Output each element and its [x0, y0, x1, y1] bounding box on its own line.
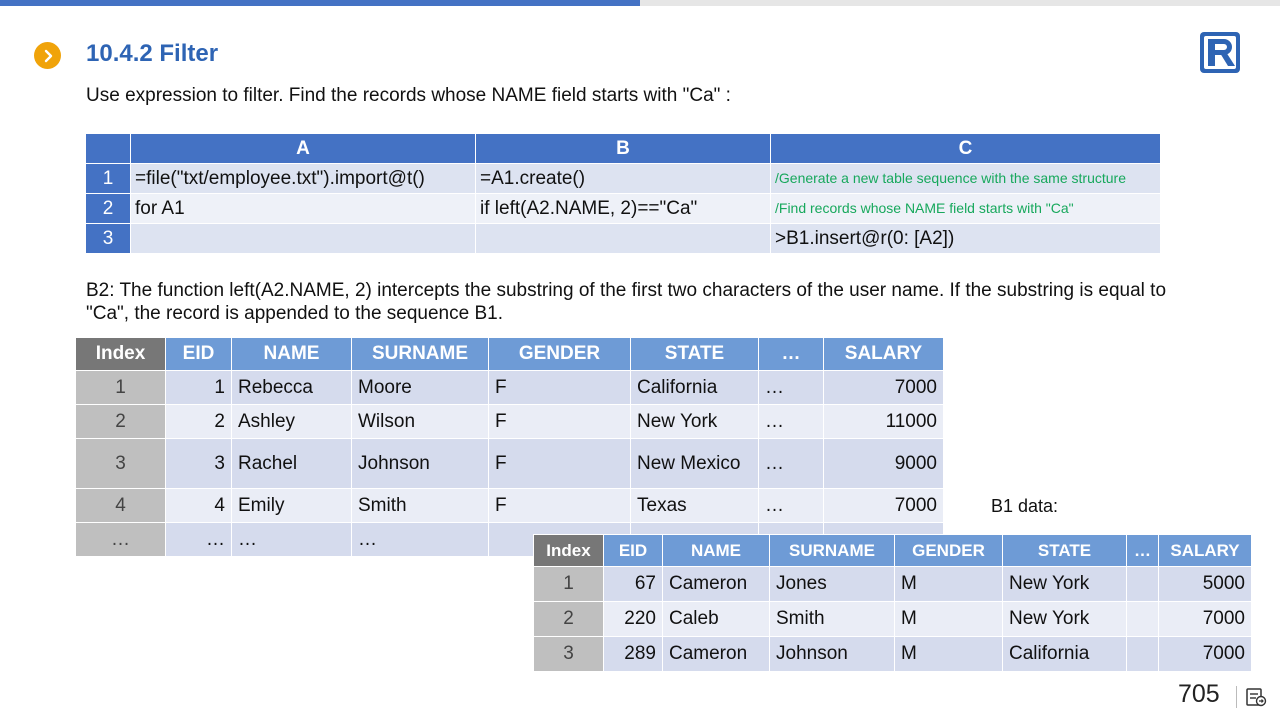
table-cell: …: [232, 523, 352, 557]
table-cell: 7000: [1159, 602, 1252, 637]
code-row: [86, 164, 1161, 194]
b1-data-label: B1 data:: [991, 496, 1059, 516]
column-header: GENDER: [489, 338, 631, 371]
progress-bar: [0, 0, 1280, 6]
table-cell: …: [759, 405, 824, 439]
table-cell: 7000: [1159, 637, 1252, 672]
table-cell: New Mexico: [631, 439, 759, 489]
table-cell: 7000: [824, 489, 944, 523]
table-header-row: [76, 338, 944, 371]
column-header: …: [1127, 535, 1159, 567]
column-header[interactable]: C: [771, 134, 1161, 164]
table-cell: New York: [1003, 602, 1127, 637]
table-row: [76, 439, 944, 489]
table-cell: Caleb: [663, 602, 770, 637]
table-row: [76, 371, 944, 405]
table-cell: New York: [631, 405, 759, 439]
table-cell: …: [76, 523, 166, 557]
table-cell: Jones: [770, 567, 895, 602]
table-cell: Cameron: [663, 567, 770, 602]
row-number[interactable]: 1: [86, 164, 131, 194]
table-cell: 1: [76, 371, 166, 405]
table-cell: Smith: [352, 489, 489, 523]
comment-cell[interactable]: /Generate a new table sequence with the same structure: [771, 164, 1161, 194]
result-table: [533, 534, 1252, 672]
code-cell[interactable]: if left(A2.NAME, 2)=="Ca": [476, 194, 771, 224]
table-cell: Cameron: [663, 637, 770, 672]
table-cell: …: [166, 523, 232, 557]
page-number: 705: [1178, 680, 1220, 708]
table-cell: …: [759, 489, 824, 523]
code-header-row: [86, 134, 1161, 164]
code-cell[interactable]: [131, 224, 476, 254]
table-cell: [1127, 602, 1159, 637]
table-row: [76, 489, 944, 523]
column-header: Index: [76, 338, 166, 371]
table-cell: 1: [534, 567, 604, 602]
table-cell: …: [759, 371, 824, 405]
table-cell: Johnson: [770, 637, 895, 672]
r-logo-icon: [1199, 31, 1241, 74]
page-nav-icon[interactable]: [1245, 686, 1267, 708]
column-header: STATE: [631, 338, 759, 371]
code-cell[interactable]: >B1.insert@r(0: [A2]): [771, 224, 1161, 254]
column-header: STATE: [1003, 535, 1127, 567]
column-header: …: [759, 338, 824, 371]
table-cell: 11000: [824, 405, 944, 439]
table-cell: 3: [166, 439, 232, 489]
table-cell: 9000: [824, 439, 944, 489]
column-header: GENDER: [895, 535, 1003, 567]
progress-fill: [0, 0, 640, 6]
table-cell: [1127, 567, 1159, 602]
table-cell: 2: [166, 405, 232, 439]
table-cell: Johnson: [352, 439, 489, 489]
code-cell[interactable]: =A1.create(): [476, 164, 771, 194]
table-cell: 2: [76, 405, 166, 439]
row-number[interactable]: 3: [86, 224, 131, 254]
table-cell: [1127, 637, 1159, 672]
table-cell: F: [489, 489, 631, 523]
table-cell: …: [759, 439, 824, 489]
table-cell: 289: [604, 637, 663, 672]
column-header[interactable]: B: [476, 134, 771, 164]
table-cell: Moore: [352, 371, 489, 405]
table-cell: 220: [604, 602, 663, 637]
table-cell: …: [352, 523, 489, 557]
table-cell: 1: [166, 371, 232, 405]
table-cell: 4: [76, 489, 166, 523]
table-cell: 3: [534, 637, 604, 672]
code-cell[interactable]: [476, 224, 771, 254]
page-title: 10.4.2 Filter: [86, 40, 219, 67]
table-cell: Texas: [631, 489, 759, 523]
intro-text: Use expression to filter. Find the records whose NAME field starts with "Ca" :: [86, 85, 731, 106]
table-cell: 2: [534, 602, 604, 637]
column-header: SURNAME: [352, 338, 489, 371]
table-cell: F: [489, 371, 631, 405]
table-cell: Wilson: [352, 405, 489, 439]
code-row: [86, 224, 1161, 254]
table-cell: Rebecca: [232, 371, 352, 405]
code-grid: [85, 133, 1161, 254]
description-text: B2: The function left(A2.NAME, 2) intercepts the substring of the first two characters of the user name. If the substring is equal to "Ca", the record is appended to the sequence B1.: [86, 280, 1167, 324]
comment-cell[interactable]: /Find records whose NAME field starts with "Ca": [771, 194, 1161, 224]
table-cell: F: [489, 439, 631, 489]
column-header: SURNAME: [770, 535, 895, 567]
code-cell[interactable]: for A1: [131, 194, 476, 224]
column-header: SALARY: [824, 338, 944, 371]
column-header: EID: [604, 535, 663, 567]
table-header-row: [534, 535, 1252, 567]
table-row: [534, 602, 1252, 637]
table-cell: California: [631, 371, 759, 405]
column-header: SALARY: [1159, 535, 1252, 567]
table-cell: 67: [604, 567, 663, 602]
table-cell: 4: [166, 489, 232, 523]
column-header: Index: [534, 535, 604, 567]
table-cell: 7000: [824, 371, 944, 405]
table-cell: M: [895, 567, 1003, 602]
column-header: EID: [166, 338, 232, 371]
code-row: [86, 194, 1161, 224]
row-number[interactable]: 2: [86, 194, 131, 224]
column-header: NAME: [232, 338, 352, 371]
table-cell: New York: [1003, 567, 1127, 602]
column-header[interactable]: A: [131, 134, 476, 164]
table-cell: Emily: [232, 489, 352, 523]
employee-table: [75, 337, 944, 557]
table-cell: 5000: [1159, 567, 1252, 602]
table-cell: F: [489, 405, 631, 439]
table-cell: Ashley: [232, 405, 352, 439]
table-cell: M: [895, 637, 1003, 672]
table-cell: M: [895, 602, 1003, 637]
table-row: [534, 567, 1252, 602]
table-cell: 3: [76, 439, 166, 489]
code-cell[interactable]: =file("txt/employee.txt").import@t(): [131, 164, 476, 194]
table-row: [534, 637, 1252, 672]
code-corner: [86, 134, 131, 164]
table-cell: Smith: [770, 602, 895, 637]
divider: [1236, 686, 1237, 708]
chevron-right-icon: [34, 42, 61, 69]
table-row: [76, 405, 944, 439]
table-cell: California: [1003, 637, 1127, 672]
table-cell: Rachel: [232, 439, 352, 489]
column-header: NAME: [663, 535, 770, 567]
